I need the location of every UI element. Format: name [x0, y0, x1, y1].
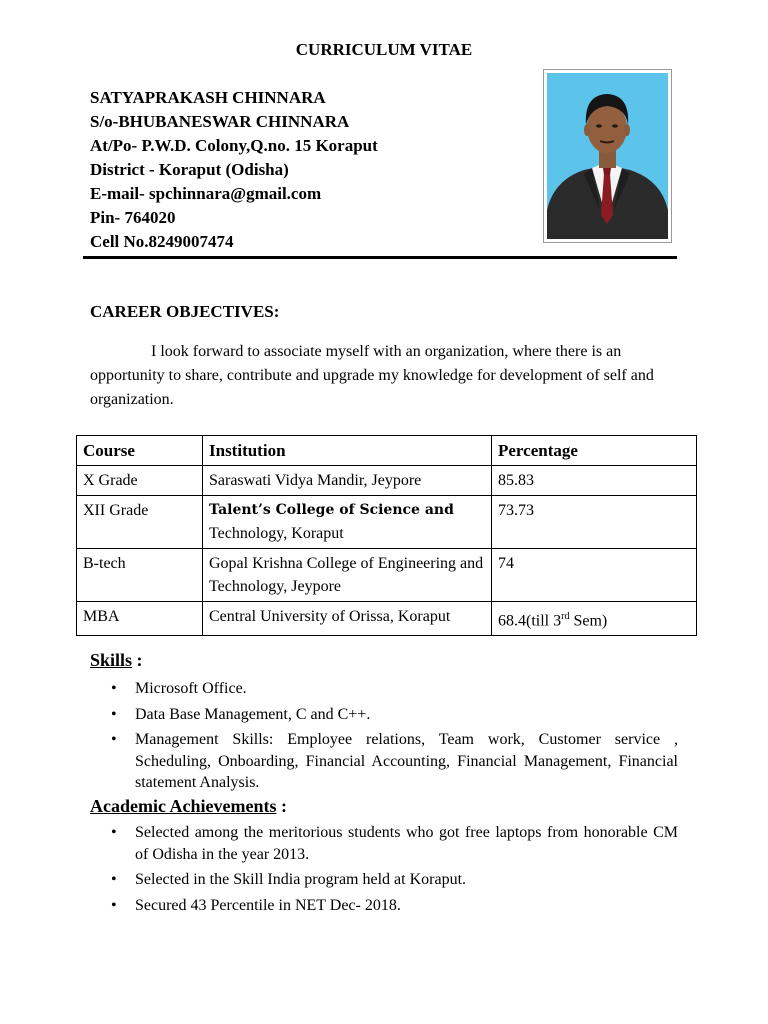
institution-cell: Central University of Orissa, Koraput — [203, 602, 492, 636]
course-cell: XII Grade — [77, 496, 203, 549]
career-objectives-body: I look forward to associate myself with an organization, where there is an opportunity to share, contribute and upgrade my knowledge for development of self and organization. — [90, 343, 654, 408]
list-item — [108, 729, 678, 794]
course-cell: X Grade — [77, 466, 203, 496]
course-cell: B-tech — [77, 549, 203, 602]
profile-photo — [543, 69, 672, 243]
achievement-text: Selected in the Skill India program held at Koraput. — [135, 871, 467, 888]
institution-cell: Saraswati Vidya Mandir, Jeypore — [203, 466, 492, 496]
achievements-list — [108, 822, 678, 920]
ordinal-suffix: rd — [561, 611, 570, 622]
table-row — [77, 466, 697, 496]
academic-achievements-heading — [90, 796, 287, 817]
skills-list — [108, 678, 678, 798]
skill-text: Microsoft Office. — [135, 680, 247, 697]
table-header-row — [77, 436, 697, 466]
career-objectives-heading: CAREER OBJECTIVES: — [90, 302, 280, 321]
achievements-heading-text: Academic Achievements — [90, 796, 277, 816]
percentage-cell: 73.73 — [492, 496, 697, 549]
institution-cell — [203, 496, 492, 549]
bullet-icon: • — [111, 705, 117, 723]
achievement-text: Selected among the meritorious students who got free laptops from honorable CM of Odisha in the year 2013. — [135, 824, 678, 863]
document-title: CURRICULUM VITAE — [295, 40, 473, 59]
percentage-text-end: Sem) — [569, 612, 608, 630]
list-item — [108, 822, 678, 865]
skills-heading-text: Skills — [90, 650, 133, 670]
skills-heading-colon: : — [132, 650, 143, 670]
bullet-icon: • — [111, 824, 117, 841]
percentage-cell: 74 — [492, 549, 697, 602]
portrait-illustration — [544, 70, 671, 242]
list-item — [108, 704, 678, 726]
list-item — [108, 869, 678, 891]
course-cell: MBA — [77, 602, 203, 636]
contact-block — [90, 86, 378, 254]
institution-line: Technology, Koraput — [209, 525, 344, 542]
table-row — [77, 602, 697, 636]
email-line: E-mail- spchinnara@gmail.com — [90, 184, 322, 203]
table-row — [77, 549, 697, 602]
column-header-percentage: Percentage — [492, 436, 697, 466]
father-name: S/o-BHUBANESWAR CHINNARA — [90, 112, 350, 131]
percentage-cell: 85.83 — [492, 466, 697, 496]
pin-line: Pin- 764020 — [90, 208, 176, 227]
address-line: At/Po- P.W.D. Colony,Q.no. 15 Koraput — [90, 136, 378, 155]
education-table — [76, 435, 697, 636]
header-divider — [83, 256, 677, 259]
percentage-text: 68.4(till 3 — [498, 612, 562, 630]
table-row — [77, 496, 697, 549]
column-header-institution: Institution — [203, 436, 492, 466]
percentage-cell — [492, 602, 697, 636]
career-objectives-text — [90, 340, 680, 412]
achievements-heading-colon: : — [276, 796, 287, 816]
applicant-name: SATYAPRAKASH CHINNARA — [90, 88, 326, 107]
institution-line: Talent’s College of Science and — [209, 502, 454, 518]
district-line: District - Koraput (Odisha) — [90, 160, 289, 179]
institution-cell: Gopal Krishna College of Engineering and Technology, Jeypore — [203, 549, 492, 602]
skill-text: Management Skills: Employee relations, Team work, Customer service , Scheduling, Onboarding, Financial Accounting, Financial Management, Financial statement Analysis. — [135, 731, 678, 791]
list-item — [108, 678, 678, 700]
bullet-icon: • — [111, 731, 117, 748]
bullet-icon: • — [111, 680, 117, 697]
skill-text: Data Base Management, C and C++. — [135, 705, 371, 723]
list-item — [108, 895, 678, 917]
skills-heading — [90, 650, 143, 671]
bullet-icon: • — [111, 871, 117, 888]
bullet-icon: • — [111, 896, 117, 914]
column-header-course: Course — [77, 436, 203, 466]
cell-line: Cell No.8249007474 — [90, 232, 234, 251]
achievement-text: Secured 43 Percentile in NET Dec- 2018. — [135, 896, 401, 914]
